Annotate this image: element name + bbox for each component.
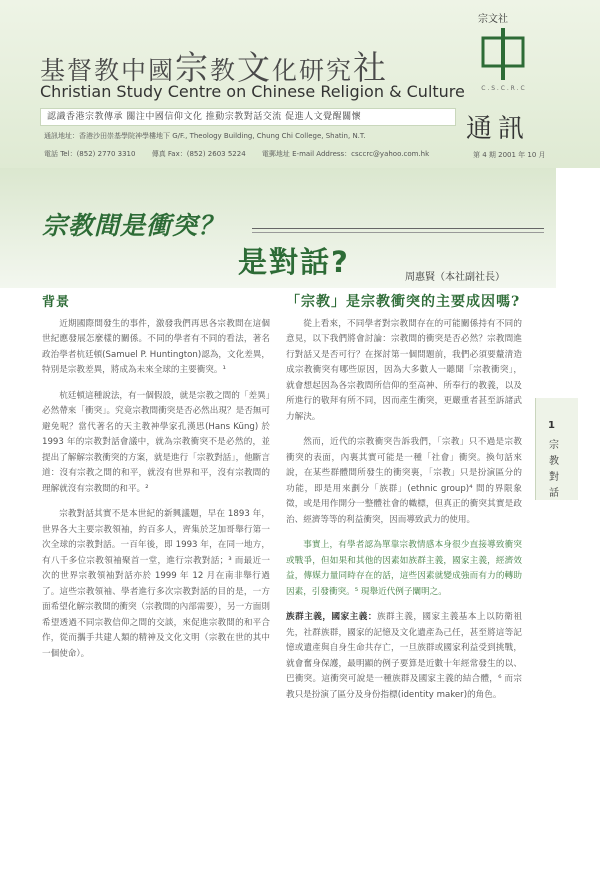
issue-info: 第 4 期 2001 年 10 月 <box>473 151 546 159</box>
paragraph: 宗教對話其實不是本世紀的新興議題，早在 1893 年，世界各大主要宗教領袖，約百多人，齊集於芝加哥舉行第一次全球的宗教對話。一百年後，即 1993 年，在同一地方，有八千多位宗教領袖聚首一堂，進行宗教對話；³ 而最近一次的世界宗教領袖對話亦於 1999 年 12 月在南非舉行過了。這些宗教領袖、學者進行多次宗教對話的目的是，一方面希望化解宗教間的衝突（宗教間的內部需要），另一方面則希望透過不同宗教信仰之間的交談，來促進宗教間的和平合作，從而攜手共建人類的精神及文化文明（宗教在世的其中一個使命）。 <box>42 509 270 659</box>
telephone: 電話 Tel：(852) 2770 3310 <box>44 150 136 158</box>
side-tab-label: 宗教對話 <box>549 440 559 499</box>
headline-rule-lower <box>252 232 544 233</box>
section-heading-cause: 「宗教」是宗教衝突的主要成因嗎? <box>286 294 521 310</box>
org-name-english: Christian Study Centre on Chinese Religion & Culture <box>40 82 465 101</box>
paragraph <box>286 610 522 703</box>
fax: 傳真 Fax：(852) 2603 5224 <box>151 150 246 158</box>
paragraph-text: 族群主義，國家主義基本上以防衛祖先，社群族群，國家的記憶及文化遺產為己任，甚至將這等記憶或遺產與自身生命共存亡，一旦族群或國家利益受到挑戰，就會奮身保護，最明顯的例子要算是近數十年經常發生的以、巴衝突。這衝突可說是一種族群及國家主義的結合體，⁶ 而宗教只是扮演了區分及身份指標(identity maker)的角色。 <box>286 612 522 700</box>
headline-part2: 是對話? <box>238 245 350 279</box>
right-column <box>286 295 522 713</box>
contact-line <box>44 149 443 159</box>
left-column <box>42 295 270 672</box>
paragraph-lead: 族群主義，國家主義： <box>286 612 377 622</box>
postal-address: 通訊地址：香港沙田崇基學院神學樓地下 G/F., Theology Building, Chung Chi College, Shatin, N.T. <box>44 132 366 140</box>
paragraph: 從上看來，不同學者對宗教間存在的可能關係持有不同的意見，以下我們將會討論：宗教間的衝突是否必然？宗教間進行對話又是否可行？在探討第一個問題前，我們必須要釐清造成宗教衝突有哪些原因，因為大多數人一聽聞「宗教衝突」，就會想起因為各宗教間所信仰的至高神、所奉行的教義，以及所進行的敬拜有所不同，因而產生衝突，更嚴重者甚至訴諸武力解決。 <box>286 318 522 422</box>
highlight-paragraph: 事實上，有學者認為單靠宗教情感本身很少直接導致衝突或戰爭，但如果和其他的因素如族群主義，國家主義，經濟效益，傳媒力量同時存在的話，這些因素就變成強而有力的轉助因素，引發衝突。⁵ 現舉近代例子闡明之。 <box>286 540 522 597</box>
centre-logo-icon <box>467 22 539 94</box>
headline-rule <box>252 228 544 229</box>
paragraph: 近期國際間發生的事件，激發我們再思各宗教間在這個世紀應發展怎麼樣的關係。不同的學者有不同的看法，著名政治學者杭廷頓(Samuel P. Huntington)認為，文化差異，特別是宗教差異，將成為未來全球的主要衝突。¹ <box>42 318 270 375</box>
newsletter-title: 通訊 <box>466 114 531 144</box>
slogan-bar: 認識香港宗教傳承 關注中國信仰文化 推動宗教對話交流 促進人文覺醒關懷 <box>40 108 456 126</box>
org-name-chinese: 基督教中國宗教文化研究社 <box>40 48 389 87</box>
email: 電郵地址 E-mail Address：csccrc@yahoo.com.hk <box>261 150 430 158</box>
masthead <box>0 0 600 168</box>
paragraph: 然而，近代的宗教衝突告訴我們，「宗教」只不過是宗教衝突的表面，內裏其實可能是一種「社會」衝突。換句話來說，在某些群體間所發生的衝突裏，「宗教」只是扮演區分的功能，即是用來劃分「族群」(ethnic group)⁴ 間的界限象徵，或是用作開分一整體社會的幟標，但真正的衝突其實是政治、經濟等等的利益衝突，因而導致武力的使用。 <box>286 437 522 525</box>
logo-caption: 宗文社 <box>478 14 508 25</box>
section-heading-background: 背景 <box>42 295 71 310</box>
paragraph: 杭廷頓這種說法，有一個假設，就是宗教之間的「差異」必然帶來「衝突」。究竟宗教間衝突是否必然出現？是否無可避免呢？當代著名的天主教神學家孔漢思(Hans Küng) 於 1993 年的宗教對話會議中，就為宗教衝突不是必然的，並提出了解解宗教衝突的方案，就是進行「宗教對話」，他斷言道：沒有宗教之間的和平，就沒有世界和平，沒有宗教間的理解就沒有宗教間的和平。² <box>42 390 270 494</box>
page-number: 1 <box>548 420 555 431</box>
svg-text:C . S . C . R . C: C . S . C . R . C <box>481 85 525 92</box>
headline-part1: 宗教間是衝突？ <box>42 211 225 240</box>
author-byline: 周惠賢（本社副社長） <box>405 272 505 283</box>
